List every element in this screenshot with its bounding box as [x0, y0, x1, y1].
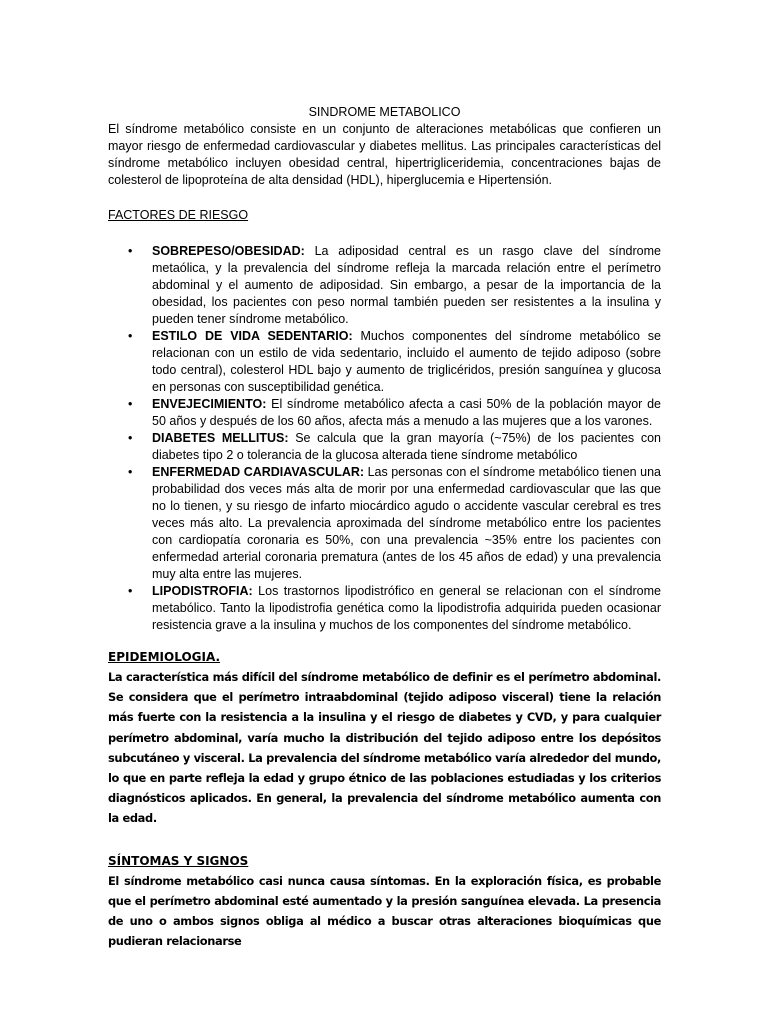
- epidemiology-paragraph: La característica más difícil del síndrome metabólico de definir es el perímetro abdominal. Se considera que el perímetro intraabdominal (tejido adiposo visceral) tiene la relación más fuerte con la resistencia a la insulina y el riesgo de diabetes y CVD, y para cualquier perímetro abdominal, varía mucho la distribución del tejido adiposo entre los depósitos subcutáneo y visceral. La prevalencia del síndrome metabólico varía alrededor del mundo, lo que en parte refleja la edad y grupo étnico de las poblaciones estudiadas y los criterios diagnósticos aplicados. En general, la prevalencia del síndrome metabólico aumenta con la edad.: [108, 670, 661, 826]
- bullet-icon: •: [128, 465, 133, 479]
- bullet-icon: •: [128, 431, 133, 445]
- risk-factor-term: ENVEJECIMIENTO:: [152, 397, 267, 411]
- list-item: [128, 464, 661, 583]
- bullet-icon: •: [128, 584, 133, 598]
- intro-paragraph: El síndrome metabólico consiste en un conjunto de alteraciones metabólicas que confieren un mayor riesgo de enfermedad cardiovascular y diabetes mellitus. Las principales características del síndrome metabólico incluyen obesidad central, hipertrigliceridemia, concentraciones bajas de colesterol de lipoproteína de alta densidad (HDL), hiperglucemia e Hipertensión.: [108, 122, 661, 187]
- document-page: [108, 104, 661, 951]
- symptoms-paragraph: El síndrome metabólico casi nunca causa síntomas. En la exploración física, es probable que el perímetro abdominal esté aumentado y la presión sanguínea elevada. La presencia de uno o ambos signos obliga al médico a buscar otras alteraciones bioquímicas que pudieran relacionarse: [108, 873, 661, 949]
- risk-factor-term: SOBREPESO/OBESIDAD:: [152, 244, 305, 258]
- risk-factor-text: Los trastornos lipodistrófico en general se relacionan con el síndrome metabólico. Tanto la lipodistrofia genética como la lipodistrofia adquirida pueden ocasionar resistencia grave a la insulina y muchos de los componentes del síndrome metabólico.: [152, 584, 661, 632]
- risk-factor-text: La adiposidad central es un rasgo clave del síndrome metaólica, y la prevalencia del síndrome refleja la marcada relación entre el perímetro abdominal y el aumento de adiposidad. Sin embargo, a pesar de la importancia de la obesidad, los pacientes con peso normal también pueden ser resistentes a la insulina y pueden tener síndrome metabólico.: [152, 244, 661, 326]
- risk-factor-term: LIPODISTROFIA:: [152, 584, 253, 598]
- list-item: [128, 328, 662, 396]
- risk-factors-list: [108, 243, 661, 634]
- risk-factor-text: Las personas con el síndrome metabólico tienen una probabilidad dos veces más alta de morir por una enfermedad cardiovascular que las que no lo tienen, y su riesgo de infarto miocárdico agudo o accidente vascular cerebral es tres veces más alto. La prevalencia aproximada del síndrome metabólico entre los pacientes con cardiopatía coronaria es 50%, con una prevalencia ~35% entre los pacientes con enfermedad arterial coronaria prematura (antes de los 45 años de edad) y una prevalencia muy alta entre las mujeres.: [152, 465, 661, 581]
- bullet-icon: •: [128, 397, 133, 411]
- risk-factor-term: DIABETES MELLITUS:: [152, 431, 289, 445]
- risk-factor-text: Muchos componentes del síndrome metabólico se relacionan con un estilo de vida sedentario, incluido el aumento de tejido adiposo (sobre todo central), colesterol HDL bajo y aumento de triglicéridos, presión sanguínea y glucosa en personas con susceptibilidad genética.: [152, 329, 662, 394]
- symptoms-heading: SÍNTOMAS Y SIGNOS: [108, 853, 249, 868]
- risk-factor-term: ESTILO DE VIDA SEDENTARIO:: [152, 329, 353, 343]
- list-item: [128, 243, 661, 328]
- risk-factor-text: El síndrome metabólico afecta a casi 50% de la población mayor de 50 años y después de los 60 años, afecta más a menudo a las mujeres que a los varones.: [152, 397, 661, 428]
- list-item: [128, 396, 661, 430]
- bullet-icon: •: [128, 244, 133, 258]
- epidemiology-heading: EPIDEMIOLOGIA.: [108, 650, 221, 664]
- list-item: [128, 583, 661, 634]
- risk-factor-term: ENFERMEDAD CARDIAVASCULAR:: [152, 465, 365, 479]
- bullet-icon: •: [128, 329, 133, 343]
- list-item: [128, 430, 661, 464]
- risk-factor-text: Se calcula que la gran mayoría (~75%) de los pacientes con diabetes tipo 2 o tolerancia de la glucosa alterada tiene síndrome metabólico: [152, 431, 661, 462]
- document-title: SINDROME METABOLICO: [308, 105, 461, 119]
- risk-factors-heading: FACTORES DE RIESGO: [108, 208, 249, 222]
